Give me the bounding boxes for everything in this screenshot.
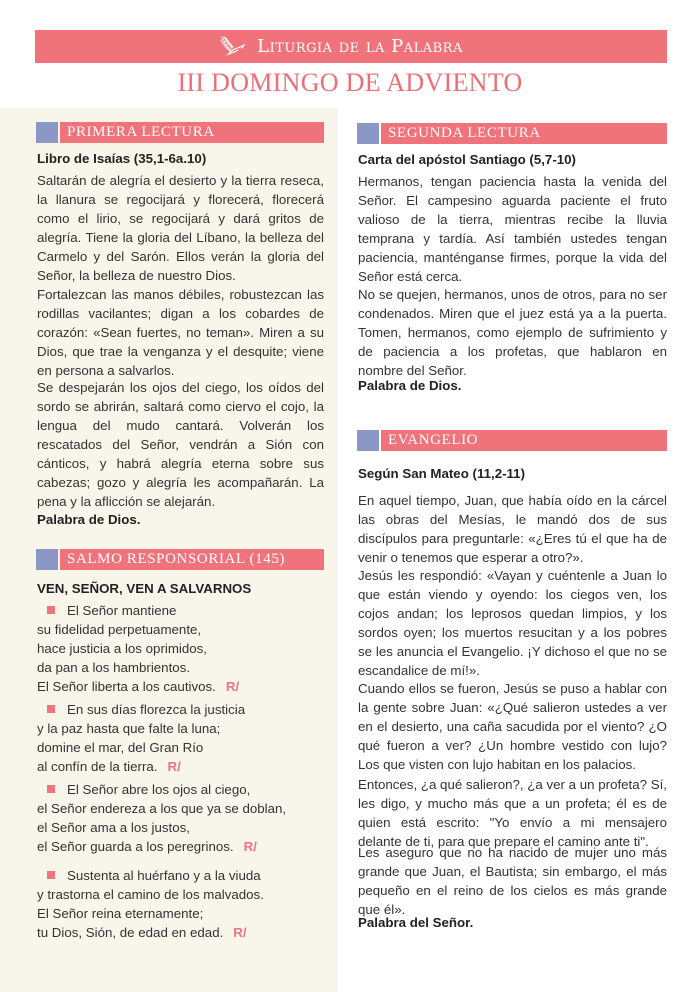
- psalm-refrain: VEN, SEÑOR, VEN A SALVARNOS: [37, 581, 252, 596]
- response-mark: R/: [233, 925, 247, 940]
- section-title: EVANGELIO: [381, 430, 667, 451]
- reading-paragraph: Jesús les respondió: «Vayan y cuéntenle a Juan lo que están viendo y oyendo: los ciegos ven, los cojos andan; los leprosos quedan limpios, y los sordos oyen; los muertos resucitan y a los pobres se les anuncia el Evangelio. ¡Y dichoso el que no se escandalice de mí!».: [358, 568, 667, 678]
- section-title: PRIMERA LECTURA: [60, 122, 324, 143]
- psalm-stanza: [37, 866, 264, 942]
- section-header-primera-lectura: [36, 122, 324, 143]
- reading-paragraph: Hermanos, tengan paciencia hasta la venida del Señor. El campesino aguarda paciente el fruto valioso de la tierra, mientras recibe la lluvia temprana y tardía. Así también ustedes tengan paciencia, manténganse firmes, porque la vida del Señor está cerca.: [358, 174, 667, 284]
- reading-closing: Palabra de Dios.: [37, 512, 141, 527]
- reading-closing: Palabra del Señor.: [358, 915, 474, 930]
- psalm-stanza: [37, 700, 245, 776]
- reading-paragraph: En aquel tiempo, Juan, que había oído en la cárcel las obras del Mesías, le mandó dos de sus discípulos para preguntarle: «¿Eres tú el que ha de venir o tenemos que esperar a otro?».: [358, 493, 667, 565]
- bullet-square-icon: [47, 871, 55, 879]
- dove-icon: [219, 35, 245, 59]
- stanza-line: tu Dios, Sión, de edad en edad.: [37, 925, 224, 940]
- stanza-line: el Señor guarda a los peregrinos.: [37, 839, 234, 854]
- reading-reference: Libro de Isaías (35,1-6a.10): [37, 151, 207, 166]
- stanza-line: y la paz hasta que falte la luna;: [37, 721, 221, 736]
- bullet-square-icon: [47, 705, 55, 713]
- stanza-line: El Señor mantiene: [67, 603, 177, 618]
- section-marker: [36, 549, 58, 570]
- stanza-line: El Señor liberta a los cautivos.: [37, 679, 216, 694]
- stanza-line: y trastorna el camino de los malvados.: [37, 887, 264, 902]
- stanza-line: domine el mar, del Gran Río: [37, 740, 204, 755]
- reading-paragraph: Entonces, ¿a qué salieron?, ¿a ver a un profeta? Sí, les digo, y mucho más que a un profeta; él es de quien está escrito: "Yo envío a mi mensajero delante de ti, para que prepare el camino ante ti".: [358, 777, 667, 849]
- stanza-line: Sustenta al huérfano y a la viuda: [67, 868, 261, 883]
- banner-title: Liturgia de la Palabra: [257, 36, 463, 57]
- stanza-line: el Señor endereza a los que ya se doblan,: [37, 801, 287, 816]
- reading-paragraph: Saltarán de alegría el desierto y la tierra reseca, la llanura se regocijará y florecerá, florecerá como el lirio, se regocijará y dará gritos de alegría. Tiene la gloria del Líbano, la belleza del Carmelo y del Sarón. Ellos verán la gloria del Señor, la belleza de nuestro Dios.: [37, 173, 324, 283]
- section-marker: [357, 430, 379, 451]
- page-subtitle: III DOMINGO DE ADVIENTO: [177, 68, 523, 97]
- section-marker: [36, 122, 58, 143]
- section-marker: [357, 123, 379, 144]
- stanza-line: El Señor reina eternamente;: [37, 906, 204, 921]
- response-mark: R/: [243, 839, 257, 854]
- response-mark: R/: [167, 759, 181, 774]
- reading-paragraph: No se quejen, hermanos, unos de otros, para no ser condenados. Miren que el juez está ya a la puerta. Tomen, hermanos, como ejemplo de sufrimiento y de paciencia a los profetas, que hablaron en nombre del Señor.: [358, 287, 667, 378]
- stanza-line: su fidelidad perpetuamente,: [37, 622, 202, 637]
- psalm-stanza: [37, 780, 286, 856]
- bullet-square-icon: [47, 785, 55, 793]
- section-header-evangelio: [357, 430, 667, 451]
- reading-reference: Según San Mateo (11,2-11): [358, 466, 526, 481]
- stanza-line: al confín de la tierra.: [37, 759, 158, 774]
- section-title: SEGUNDA LECTURA: [381, 123, 667, 144]
- stanza-line: El Señor abre los ojos al ciego,: [67, 782, 251, 797]
- response-mark: R/: [225, 679, 240, 694]
- section-header-segunda-lectura: [357, 123, 667, 144]
- stanza-line: da pan a los hambrientos.: [37, 660, 191, 675]
- reading-paragraph: Fortalezcan las manos débiles, robustezcan las rodillas vacilantes; digan a los cobardes de corazón: «Sean fuertes, no teman». Miren a su Dios, que trae la venganza y el desquite; viene en persona a salvarlos.: [37, 287, 324, 378]
- bullet-square-icon: [47, 606, 55, 614]
- reading-paragraph: Cuando ellos se fueron, Jesús se puso a hablar con la gente sobre Juan: «¿Qué salieron ustedes a ver en el desierto, una caña sacudida por el viento? ¿O qué fueron a ver? ¿Un hombre vestido con lujo? Los que visten con lujo habitan en los palacios.: [358, 681, 667, 772]
- section-title: SALMO RESPONSORIAL (145): [60, 549, 324, 570]
- stanza-line: el Señor ama a los justos,: [37, 820, 190, 835]
- section-header-salmo: [36, 549, 324, 570]
- header-banner: [35, 30, 667, 63]
- reading-closing: Palabra de Dios.: [358, 378, 462, 393]
- reading-paragraph: Se despejarán los ojos del ciego, los oídos del sordo se abrirán, saltará como ciervo el cojo, la lengua del mudo cantará. Volverán los rescatados del Señor, vendrán a Sión con cánticos, y habrá alegría eterna sobre sus cabezas; gozo y alegría les acompañarán. La pena y la aflicción se alejarán.: [37, 380, 324, 509]
- psalm-stanza: [37, 601, 239, 696]
- reading-paragraph: Les aseguro que no ha nacido de mujer uno más grande que Juan, el Bautista; sin embargo, el más pequeño en el reino de los cielos es más grande que él».: [358, 845, 667, 917]
- stanza-line: hace justicia a los oprimidos,: [37, 641, 207, 656]
- stanza-line: En sus días florezca la justicia: [67, 702, 246, 717]
- reading-reference: Carta del apóstol Santiago (5,7-10): [358, 152, 576, 167]
